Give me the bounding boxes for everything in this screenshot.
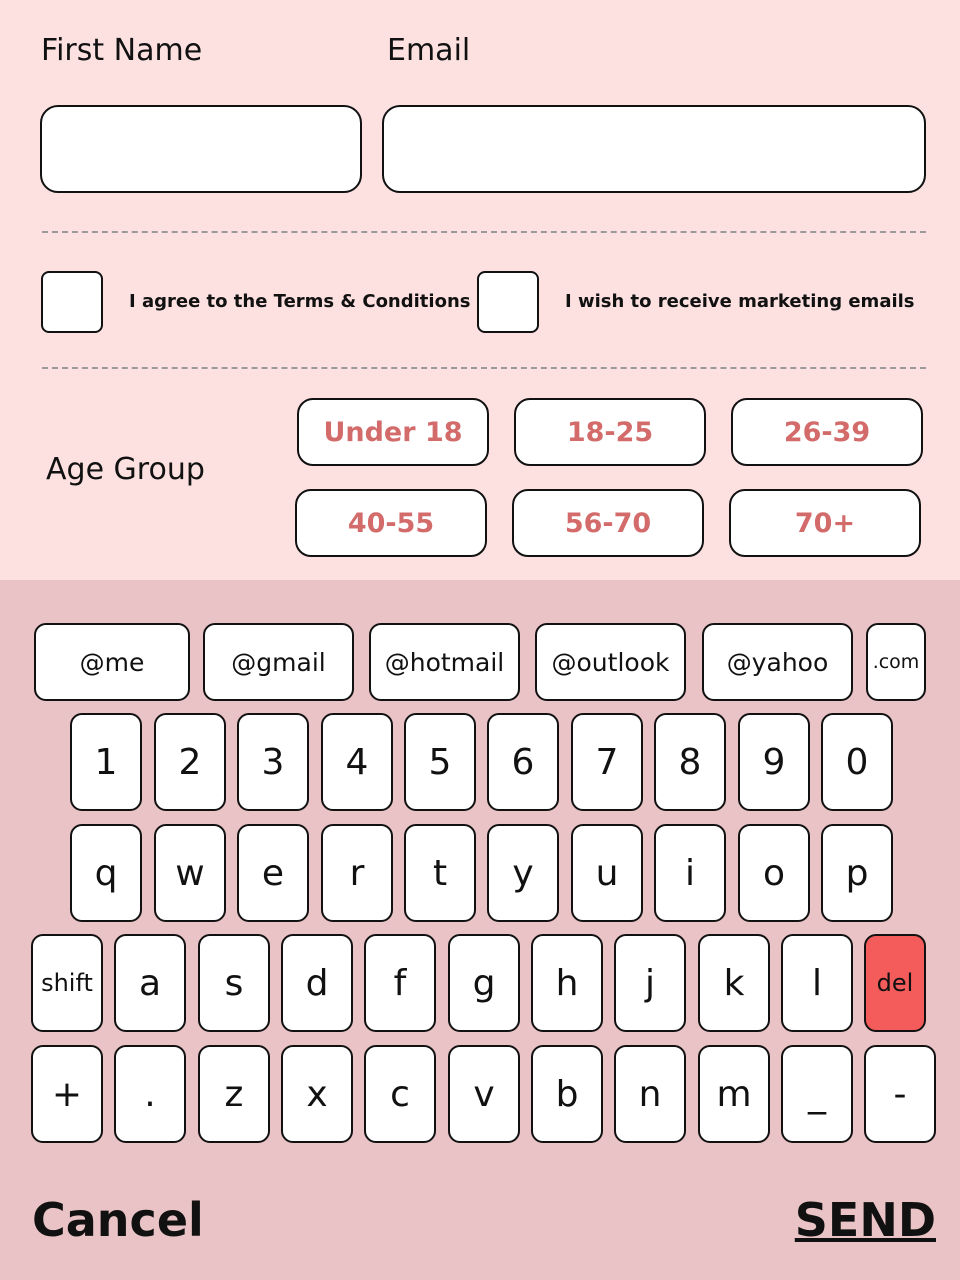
key-l[interactable]: l [781, 934, 853, 1032]
key-domain-me[interactable]: @me [34, 623, 190, 701]
age-option-under-18[interactable]: Under 18 [297, 398, 489, 466]
key-4[interactable]: 4 [321, 713, 393, 811]
key-0[interactable]: 0 [821, 713, 893, 811]
key-f[interactable]: f [364, 934, 436, 1032]
email-label: Email [387, 33, 471, 68]
key-hyphen[interactable]: - [864, 1045, 936, 1143]
key-c[interactable]: c [364, 1045, 436, 1143]
age-group-label: Age Group [46, 452, 205, 487]
key-6[interactable]: 6 [487, 713, 559, 811]
key-z[interactable]: z [198, 1045, 270, 1143]
email-input[interactable] [382, 105, 926, 193]
age-option-40-55[interactable]: 40-55 [295, 489, 487, 557]
age-option-18-25[interactable]: 18-25 [514, 398, 706, 466]
key-1[interactable]: 1 [70, 713, 142, 811]
key-a[interactable]: a [114, 934, 186, 1032]
key-t[interactable]: t [404, 824, 476, 922]
divider-bottom [42, 367, 926, 369]
key-plus[interactable]: + [31, 1045, 103, 1143]
key-domain-hotmail[interactable]: @hotmail [369, 623, 520, 701]
key-w[interactable]: w [154, 824, 226, 922]
terms-checkbox[interactable] [41, 271, 103, 333]
key-period[interactable]: . [114, 1045, 186, 1143]
age-option-26-39[interactable]: 26-39 [731, 398, 923, 466]
key-u[interactable]: u [571, 824, 643, 922]
key-m[interactable]: m [698, 1045, 770, 1143]
key-k[interactable]: k [698, 934, 770, 1032]
key-domain-outlook[interactable]: @outlook [535, 623, 686, 701]
send-button[interactable]: SEND [794, 1193, 936, 1247]
key-e[interactable]: e [237, 824, 309, 922]
signup-form [0, 0, 960, 580]
key-9[interactable]: 9 [738, 713, 810, 811]
key-d[interactable]: d [281, 934, 353, 1032]
key-3[interactable]: 3 [237, 713, 309, 811]
key-8[interactable]: 8 [654, 713, 726, 811]
divider-top [42, 231, 926, 233]
key-y[interactable]: y [487, 824, 559, 922]
key-b[interactable]: b [531, 1045, 603, 1143]
key-underscore[interactable]: _ [781, 1045, 853, 1143]
key-q[interactable]: q [70, 824, 142, 922]
first-name-input[interactable] [40, 105, 362, 193]
key-h[interactable]: h [531, 934, 603, 1032]
key-delete[interactable]: del [864, 934, 926, 1032]
key-domain-com[interactable]: .com [866, 623, 926, 701]
key-2[interactable]: 2 [154, 713, 226, 811]
marketing-label: I wish to receive marketing emails [565, 291, 915, 312]
key-s[interactable]: s [198, 934, 270, 1032]
key-v[interactable]: v [448, 1045, 520, 1143]
key-j[interactable]: j [614, 934, 686, 1032]
key-p[interactable]: p [821, 824, 893, 922]
key-5[interactable]: 5 [404, 713, 476, 811]
key-i[interactable]: i [654, 824, 726, 922]
terms-label: I agree to the Terms & Conditions [129, 291, 471, 312]
key-g[interactable]: g [448, 934, 520, 1032]
first-name-label: First Name [41, 33, 203, 68]
age-option-70-plus[interactable]: 70+ [729, 489, 921, 557]
marketing-checkbox[interactable] [477, 271, 539, 333]
key-n[interactable]: n [614, 1045, 686, 1143]
key-7[interactable]: 7 [571, 713, 643, 811]
key-shift[interactable]: shift [31, 934, 103, 1032]
age-option-56-70[interactable]: 56-70 [512, 489, 704, 557]
key-domain-gmail[interactable]: @gmail [203, 623, 354, 701]
key-r[interactable]: r [321, 824, 393, 922]
key-x[interactable]: x [281, 1045, 353, 1143]
key-domain-yahoo[interactable]: @yahoo [702, 623, 853, 701]
cancel-button[interactable]: Cancel [32, 1193, 204, 1247]
key-o[interactable]: o [738, 824, 810, 922]
